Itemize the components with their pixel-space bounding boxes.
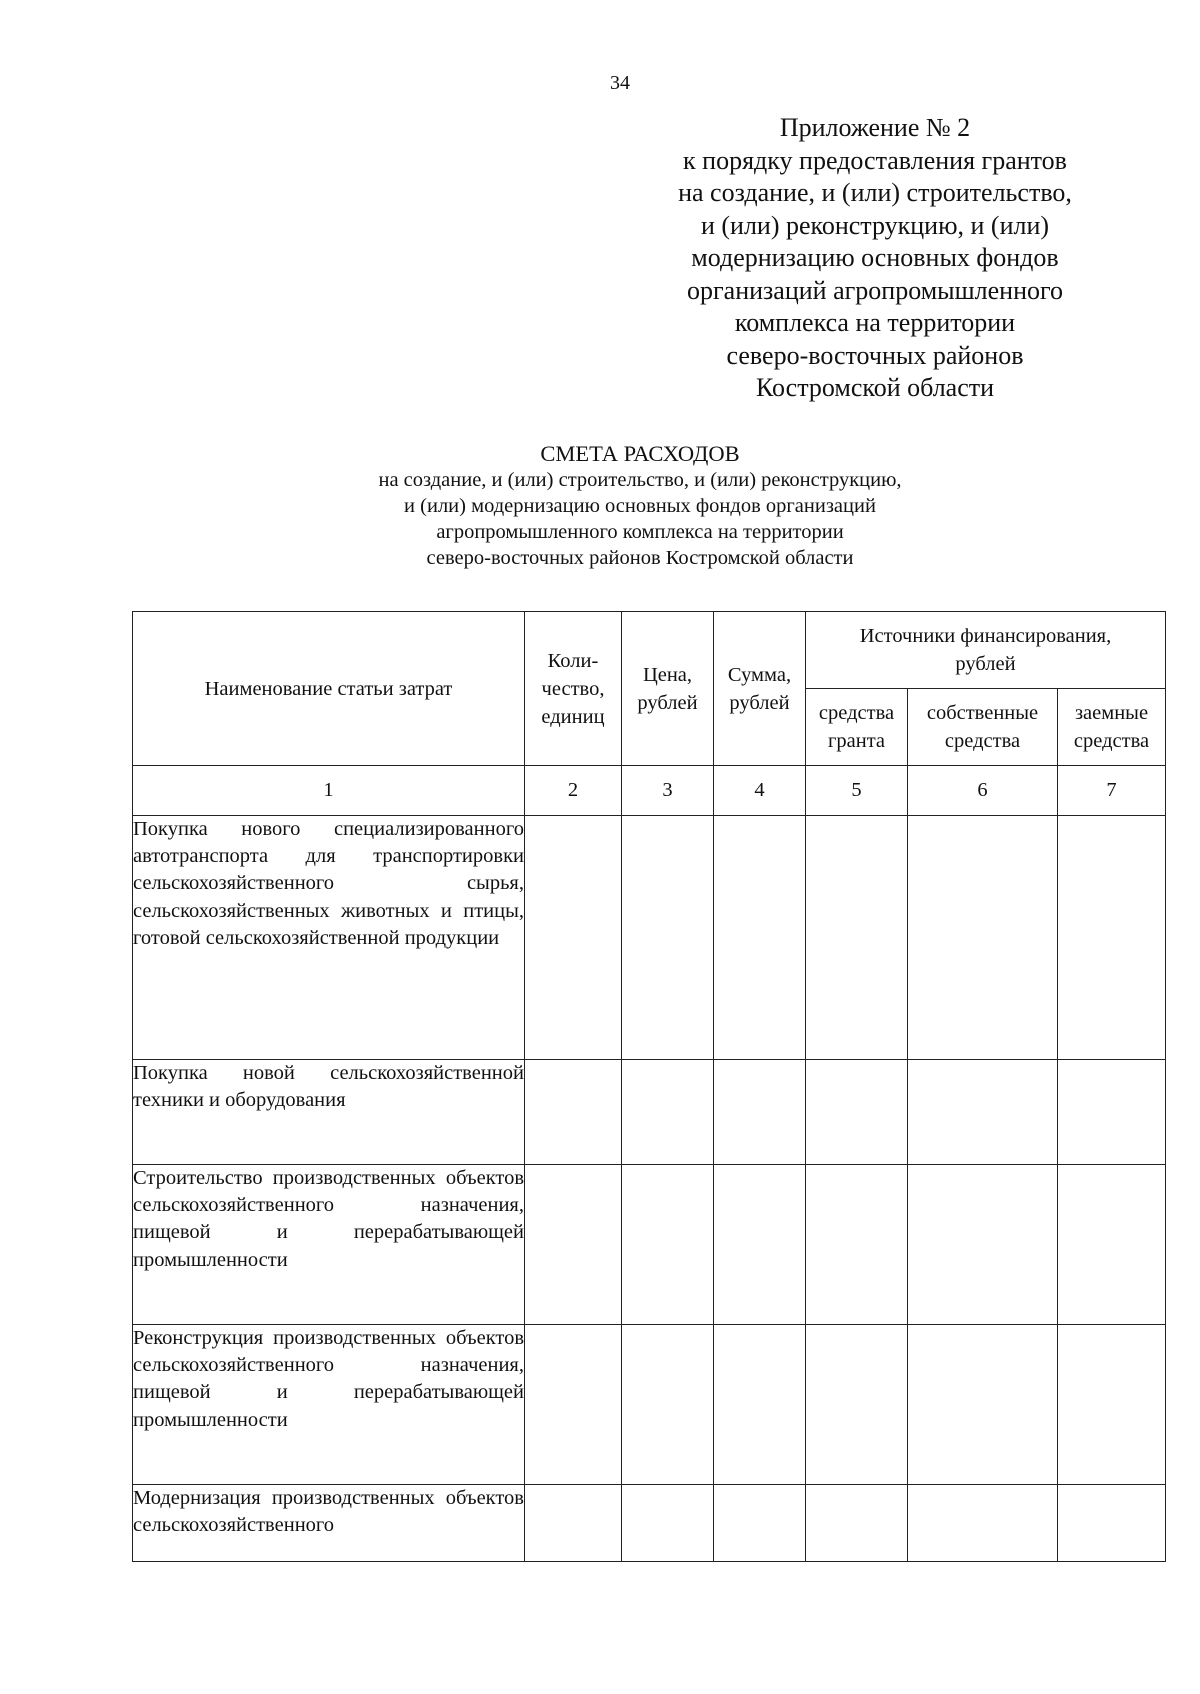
- column-number: 4: [714, 766, 806, 816]
- appendix-header: [630, 112, 1120, 405]
- table-cell: [525, 1485, 622, 1562]
- column-number: 6: [908, 766, 1058, 816]
- column-number: 2: [525, 766, 622, 816]
- table-cell: [714, 1060, 806, 1165]
- document-subtitle-line: агропромышленного комплекса на территории: [436, 521, 844, 543]
- cost-item-name: Покупка нового специализированного автотранспорта для транспортировки сельскохозяйственного сырья, сельскохозяйственных животных и птицы, готовой сельскохозяйственной продукции: [133, 816, 525, 1060]
- column-number: 5: [806, 766, 908, 816]
- header-own-funds: собственные средства: [908, 689, 1058, 766]
- appendix-line: комплекса на территории: [734, 308, 1016, 337]
- table-row: [133, 1325, 1166, 1485]
- header-grant-funds: средства гранта: [806, 689, 908, 766]
- cost-item-name: Модернизация производственных объектов сельскохозяйственного: [133, 1485, 525, 1562]
- expense-estimate-table: [132, 611, 1166, 1562]
- header-funding-sources: Источники финансирования, рублей: [806, 612, 1166, 689]
- appendix-line: северо-восточных районов: [726, 340, 1024, 370]
- table-cell: [1058, 1325, 1166, 1485]
- column-number: 3: [622, 766, 714, 816]
- header-cost-item: Наименование статьи затрат: [133, 612, 525, 766]
- document-heading: [230, 440, 1050, 571]
- cost-item-name: Реконструкция производственных объектов сельскохозяйственного назначения, пищевой и перерабатывающей промышленности: [133, 1325, 525, 1485]
- table-cell: [525, 1325, 622, 1485]
- table-cell: [622, 1165, 714, 1325]
- appendix-line: организаций агропромышленного: [686, 275, 1063, 305]
- table-cell: [1058, 1060, 1166, 1165]
- document-title: СМЕТА РАСХОДОВ: [540, 441, 740, 466]
- document-subtitle-line: и (или) модернизацию основных фондов организаций: [404, 495, 876, 517]
- table-cell: [908, 1485, 1058, 1562]
- table-row: [133, 1060, 1166, 1165]
- table-cell: [525, 1060, 622, 1165]
- cost-item-name: Покупка новой сельскохозяйственной техники и оборудования: [133, 1060, 525, 1165]
- table-cell: [622, 1325, 714, 1485]
- page-number: 34: [610, 72, 630, 94]
- table-cell: [806, 1060, 908, 1165]
- table-cell: [806, 1325, 908, 1485]
- header-price: Цена, рублей: [622, 612, 714, 766]
- table-cell: [714, 1325, 806, 1485]
- table-cell: [525, 816, 622, 1060]
- column-number: 7: [1058, 766, 1166, 816]
- table-cell: [1058, 1165, 1166, 1325]
- appendix-line: и (или) реконструкцию, и (или): [700, 210, 1050, 240]
- table-cell: [806, 1485, 908, 1562]
- cost-item-name: Строительство производственных объектов сельскохозяйственного назначения, пищевой и перерабатывающей промышленности: [133, 1165, 525, 1325]
- table-row: [133, 1485, 1166, 1562]
- document-subtitle-line: на создание, и (или) строительство, и (или) реконструкцию,: [378, 469, 902, 491]
- table-row: [133, 816, 1166, 1060]
- table-cell: [908, 1060, 1058, 1165]
- table-cell: [806, 1165, 908, 1325]
- table-cell: [714, 1165, 806, 1325]
- table-cell: [806, 816, 908, 1060]
- document-subtitle-line: северо-восточных районов Костромской области: [426, 547, 854, 569]
- header-quantity: Коли- чество, единиц: [525, 612, 622, 766]
- table-cell: [908, 816, 1058, 1060]
- table-cell: [1058, 1485, 1166, 1562]
- table-cell: [622, 1060, 714, 1165]
- table-cell: [714, 1485, 806, 1562]
- table-cell: [525, 1165, 622, 1325]
- header-loan-funds: заемные средства: [1058, 689, 1166, 766]
- column-number-row: [133, 766, 1166, 816]
- table-cell: [908, 1165, 1058, 1325]
- appendix-line: Костромской области: [755, 373, 995, 402]
- appendix-title: Приложение № 2: [779, 113, 971, 142]
- header-sum: Сумма, рублей: [714, 612, 806, 766]
- appendix-line: модернизацию основных фондов: [691, 243, 1059, 272]
- table-cell: [714, 816, 806, 1060]
- column-number: 1: [133, 766, 525, 816]
- appendix-line: к порядку предоставления грантов: [683, 145, 1067, 175]
- table-cell: [1058, 816, 1166, 1060]
- table-row: [133, 1165, 1166, 1325]
- table-cell: [908, 1325, 1058, 1485]
- table-cell: [622, 816, 714, 1060]
- appendix-line: на создание, и (или) строительство,: [678, 178, 1072, 207]
- table-cell: [622, 1485, 714, 1562]
